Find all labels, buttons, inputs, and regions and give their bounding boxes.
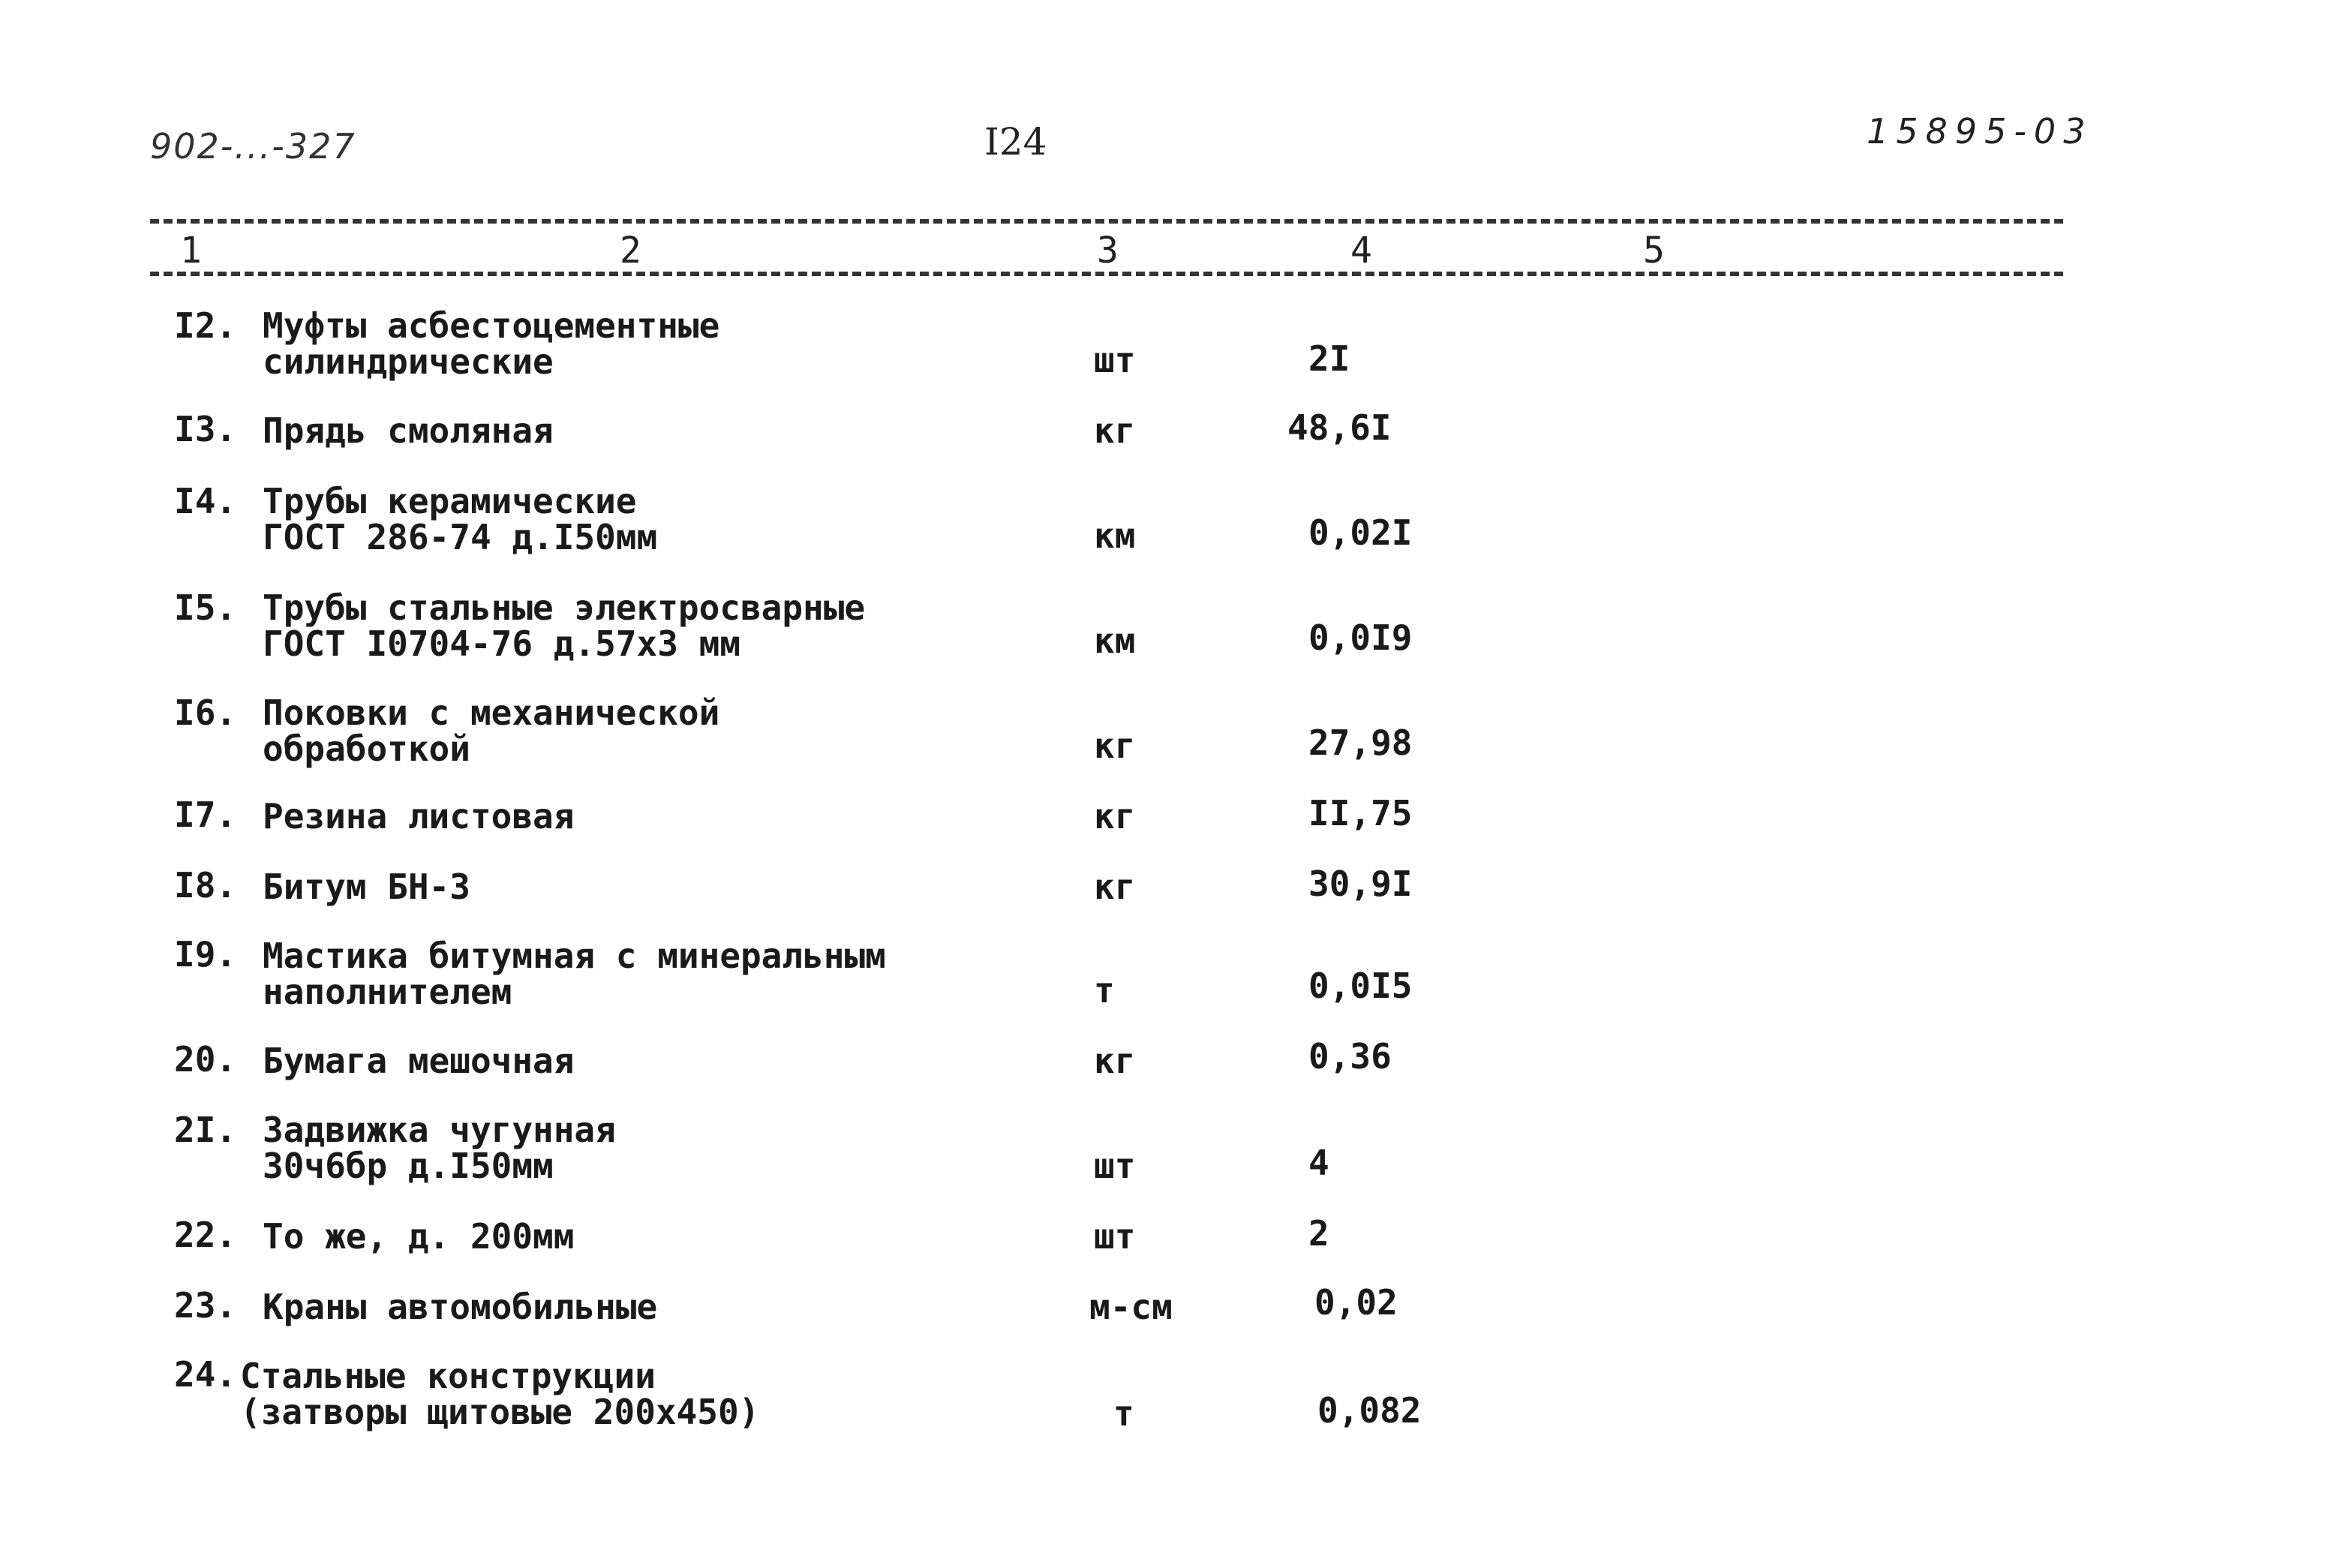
column-number-1: 1 (180, 230, 202, 272)
row-unit: кг (1094, 1041, 1136, 1081)
row-number: 20. (174, 1039, 237, 1080)
row-description: Стальные конструкции (затворы щитовые 200х450) (240, 1356, 760, 1432)
row-number: I5. (174, 587, 237, 628)
table-header-rule-bottom (150, 272, 2063, 276)
row-number: I6. (174, 692, 237, 733)
row-description: То же, д. 200мм (263, 1216, 575, 1257)
row-quantity: 0,02I (1308, 512, 1413, 553)
row-quantity: 2 (1308, 1213, 1329, 1254)
stamp-number: 15895-03 (1867, 111, 2093, 152)
row-quantity: 0,36 (1308, 1036, 1392, 1077)
page-number: I24 (984, 120, 1047, 164)
row-description: Задвижка чугунная 30ч6бр д.I50мм (263, 1110, 616, 1186)
row-quantity: 27,98 (1308, 722, 1413, 763)
row-number: I8. (174, 865, 237, 906)
row-quantity: 2I (1308, 338, 1350, 379)
row-number: 22. (174, 1215, 237, 1255)
row-unit: кг (1094, 410, 1136, 451)
row-number: I2. (174, 305, 237, 346)
row-quantity: II,75 (1308, 793, 1413, 834)
row-unit: шт (1094, 340, 1136, 380)
row-number: 2I. (174, 1110, 237, 1150)
row-unit: кг (1094, 867, 1136, 907)
row-description: Битум БН-3 (263, 867, 470, 907)
table-header-rule-top (150, 219, 2063, 224)
row-unit: кг (1094, 725, 1136, 766)
row-quantity: 48,6I (1287, 407, 1392, 448)
row-description: Краны автомобильные (263, 1287, 658, 1327)
document-code: 902-...-327 (150, 126, 356, 167)
column-number-5: 5 (1643, 230, 1665, 272)
row-unit: кг (1094, 796, 1136, 837)
row-number: I4. (174, 481, 237, 521)
row-description: Бумага мешочная (263, 1041, 575, 1081)
row-quantity: 0,0I5 (1308, 966, 1413, 1006)
row-quantity: 0,02 (1314, 1282, 1398, 1323)
row-unit: шт (1094, 1216, 1136, 1257)
row-unit: т (1113, 1393, 1134, 1434)
row-number: 24. (174, 1354, 237, 1395)
column-number-4: 4 (1350, 230, 1372, 272)
row-unit: км (1094, 620, 1136, 661)
row-quantity: 4 (1308, 1143, 1329, 1183)
row-description: Муфты асбестоцементные cилиндрические (263, 305, 720, 382)
row-description: Трубы стальные электросварные ГОСТ I0704-76 д.57х3 мм (263, 587, 866, 664)
row-description: Прядь смоляная (263, 410, 554, 451)
row-number: 23. (174, 1285, 237, 1326)
column-number-3: 3 (1097, 230, 1119, 272)
row-number: I7. (174, 795, 237, 835)
row-description: Мастика битумная с минеральным наполнителем (263, 936, 886, 1012)
row-number: I9. (174, 934, 237, 975)
row-description: Поковки с механической обработкой (263, 692, 720, 769)
row-description: Трубы керамические ГОСТ 286-74 д.I50мм (263, 481, 658, 557)
row-description: Резина листовая (263, 796, 575, 837)
row-quantity: 0,0I9 (1308, 617, 1413, 658)
row-number: I3. (174, 409, 237, 449)
column-number-2: 2 (620, 230, 641, 272)
row-unit: км (1094, 515, 1136, 556)
row-unit: т (1094, 970, 1115, 1011)
row-quantity: 0,082 (1317, 1390, 1422, 1431)
row-unit: шт (1094, 1146, 1136, 1186)
row-quantity: 30,9I (1308, 864, 1413, 904)
row-unit: м-см (1089, 1287, 1173, 1327)
